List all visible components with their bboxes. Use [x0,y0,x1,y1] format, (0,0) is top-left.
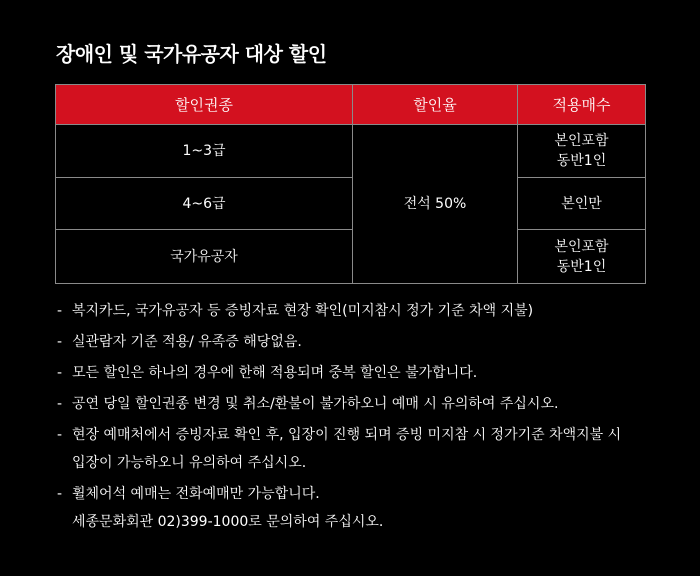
note-item [57,390,657,418]
note-line: 현장 예매처에서 증빙자료 확인 후, 입장이 진행 되며 증빙 미지참 시 정가기준 차액지불 시 [72,427,622,443]
ticket-count-line: 동반1인 [556,153,607,169]
ticket-count-line: 본인포함 [554,238,609,255]
note-item [57,480,657,536]
table-row [56,125,646,178]
note-line: 공연 당일 할인권종 변경 및 취소/환불이 불가하오니 예매 시 유의하여 주십시오. [72,396,559,412]
note-item [57,359,657,387]
notes-list [57,297,657,539]
bullet-dash: - [57,365,63,381]
bullet-dash: - [57,334,63,350]
discount-rate-cell: 전석 50% [353,125,518,284]
note-line: 세종문화회관 02)399-1000로 문의하여 주십시오. [72,514,384,530]
note-item [57,328,657,356]
ticket-count-cell [518,178,646,230]
table-row [56,230,646,284]
bullet-dash: - [57,396,63,412]
ticket-type-cell: 4~6급 [56,178,353,230]
bullet-dash: - [57,303,63,319]
table-header-row [56,85,646,125]
note-line: 모든 할인은 하나의 경우에 한해 적용되며 중복 할인은 불가합니다. [72,365,478,381]
ticket-count-cell [518,230,646,284]
discount-table [55,84,646,284]
header-discount-rate: 할인율 [353,85,518,125]
note-item [57,421,657,477]
bullet-dash: - [57,427,63,443]
ticket-count-cell [518,125,646,178]
note-line: 입장이 가능하오니 유의하여 주십시오. [72,455,307,471]
header-ticket-type: 할인권종 [56,85,353,125]
note-line: 휠체어석 예매는 전화예매만 가능합니다. [72,486,320,502]
ticket-count-line: 동반1인 [556,258,607,275]
note-line: 복지카드, 국가유공자 등 증빙자료 현장 확인(미지참시 정가 기준 차액 지불) [72,303,534,319]
bullet-dash: - [57,486,63,502]
note-line: 실관람자 기준 적용/ 유족증 해당없음. [72,334,302,350]
note-item [57,297,657,325]
ticket-count-line: 본인포함 [554,133,609,149]
ticket-type-cell: 국가유공자 [56,230,353,284]
ticket-type-cell: 1~3급 [56,125,353,178]
page-title: 장애인 및 국가유공자 대상 할인 [56,42,327,66]
ticket-count-line: 본인만 [561,195,602,212]
table-row [56,178,646,230]
header-ticket-count: 적용매수 [518,85,646,125]
